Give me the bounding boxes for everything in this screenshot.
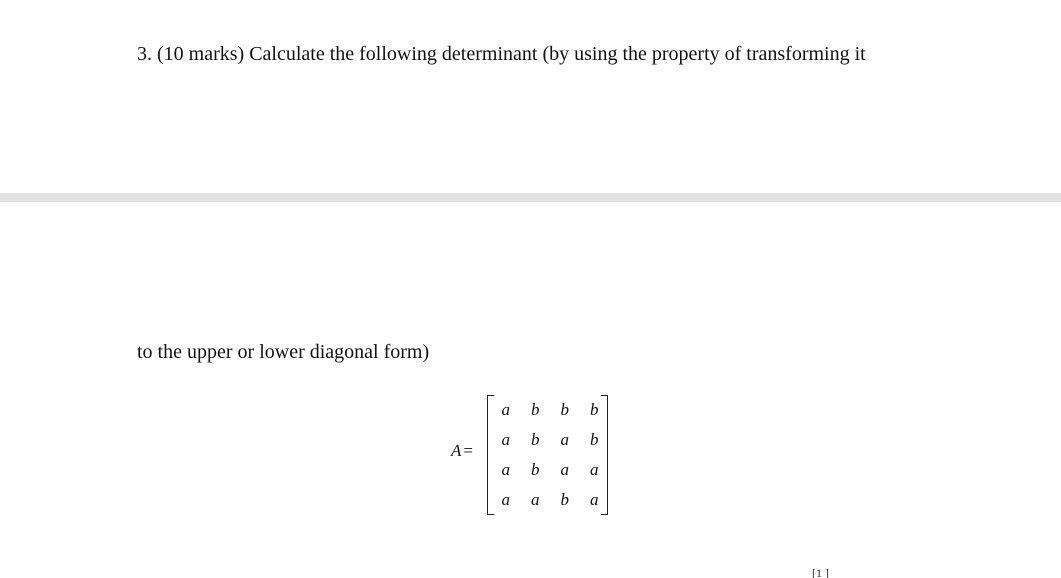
- matrix-cell: a: [501, 400, 510, 419]
- matrix: [487, 395, 608, 515]
- next-page-fragment: [1 ]: [812, 566, 829, 578]
- question-text-line-2: to the upper or lower diagonal form): [137, 341, 430, 363]
- matrix-cell: a: [590, 490, 599, 509]
- matrix-cell: b: [531, 400, 540, 419]
- matrix-equals-sign: =: [463, 441, 473, 460]
- matrix-row: [491, 397, 609, 427]
- matrix-row: [491, 457, 609, 487]
- matrix-cell: b: [531, 460, 540, 479]
- matrix-cell: a: [531, 490, 540, 509]
- matrix-cell: a: [501, 460, 510, 479]
- matrix-cell: a: [560, 460, 569, 479]
- matrix-grid: [491, 397, 609, 517]
- matrix-cell: b: [560, 400, 569, 419]
- page-separator: [0, 193, 1061, 202]
- matrix-right-bracket: [601, 395, 608, 515]
- matrix-cell: a: [560, 430, 569, 449]
- matrix-cell: b: [590, 400, 599, 419]
- matrix-cell: a: [590, 460, 599, 479]
- matrix-cell: b: [531, 430, 540, 449]
- matrix-cell: a: [501, 430, 510, 449]
- matrix-cell: a: [501, 490, 510, 509]
- matrix-cell: b: [560, 490, 569, 509]
- matrix-row: [491, 427, 609, 457]
- matrix-label: [451, 441, 473, 461]
- matrix-row: [491, 487, 609, 517]
- question-text-line-1: 3. (10 marks) Calculate the following determinant (by using the property of transforming it: [137, 43, 866, 65]
- matrix-cell: b: [590, 430, 599, 449]
- matrix-name: A: [451, 441, 462, 460]
